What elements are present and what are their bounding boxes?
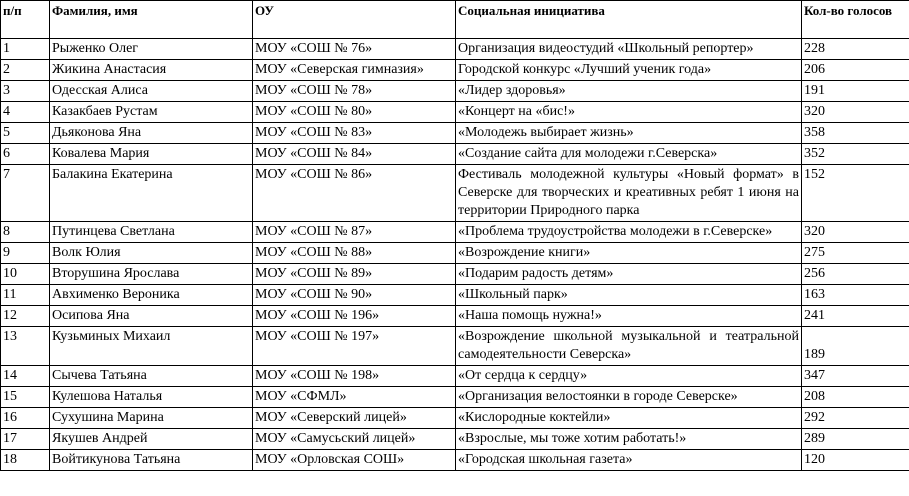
row-num: 15 (1, 387, 50, 408)
row-school: МОУ «СОШ № 87» (253, 222, 456, 243)
row-school: МОУ «СОШ № 198» (253, 366, 456, 387)
row-votes: 241 (802, 306, 909, 327)
row-num: 14 (1, 366, 50, 387)
row-num: 9 (1, 243, 50, 264)
table-row (1, 450, 909, 471)
row-num: 2 (1, 60, 50, 81)
row-votes: 292 (802, 408, 909, 429)
row-initiative: «Наша помощь нужна!» (456, 306, 802, 327)
row-initiative: «Городская школьная газета» (456, 450, 802, 471)
row-name: Путинцева Светлана (50, 222, 253, 243)
table-row (1, 243, 909, 264)
row-name: Кузьминых Михаил (50, 327, 253, 366)
row-votes: 347 (802, 366, 909, 387)
table-row (1, 264, 909, 285)
header-num: п/п (1, 1, 50, 39)
row-num: 13 (1, 327, 50, 366)
row-initiative: «Организация велостоянки в городе Северске» (456, 387, 802, 408)
row-votes: 275 (802, 243, 909, 264)
row-school: МОУ «Самусьский лицей» (253, 429, 456, 450)
row-school: МОУ «Северский лицей» (253, 408, 456, 429)
row-num: 17 (1, 429, 50, 450)
row-num: 12 (1, 306, 50, 327)
row-initiative: Организация видеостудий «Школьный репортер» (456, 39, 802, 60)
row-votes: 208 (802, 387, 909, 408)
table-row (1, 408, 909, 429)
row-school: МОУ «СОШ № 197» (253, 327, 456, 366)
row-votes: 206 (802, 60, 909, 81)
row-initiative: «Подарим радость детям» (456, 264, 802, 285)
row-num: 6 (1, 144, 50, 165)
row-votes: 320 (802, 222, 909, 243)
row-initiative: «Возрождение школьной музыкальной и театральной самодеятельности Северска» (456, 327, 802, 366)
row-name: Войтикунова Татьяна (50, 450, 253, 471)
row-votes: 120 (802, 450, 909, 471)
row-votes: 358 (802, 123, 909, 144)
table-row (1, 327, 909, 366)
row-initiative: Фестиваль молодежной культуры «Новый формат» в Северске для творческих и креативных ребят 1 июня на территории Природного парка (456, 165, 802, 222)
row-num: 3 (1, 81, 50, 102)
table-row (1, 165, 909, 222)
row-votes: 189 (802, 327, 909, 366)
table-row (1, 81, 909, 102)
row-num: 7 (1, 165, 50, 222)
row-initiative: «Создание сайта для молодежи г.Северска» (456, 144, 802, 165)
table-row (1, 222, 909, 243)
row-num: 8 (1, 222, 50, 243)
row-school: МОУ «Орловская СОШ» (253, 450, 456, 471)
table-row (1, 285, 909, 306)
header-school: ОУ (253, 1, 456, 39)
row-votes: 163 (802, 285, 909, 306)
row-school: МОУ «СОШ № 196» (253, 306, 456, 327)
row-num: 4 (1, 102, 50, 123)
row-votes: 289 (802, 429, 909, 450)
row-name: Волк Юлия (50, 243, 253, 264)
header-votes: Кол-во голосов (802, 1, 909, 39)
row-name: Кулешова Наталья (50, 387, 253, 408)
row-num: 11 (1, 285, 50, 306)
row-name: Жикина Анастасия (50, 60, 253, 81)
table-row (1, 366, 909, 387)
row-name: Якушев Андрей (50, 429, 253, 450)
row-name: Сухушина Марина (50, 408, 253, 429)
table-row (1, 39, 909, 60)
table-row (1, 306, 909, 327)
row-initiative: «Молодежь выбирает жизнь» (456, 123, 802, 144)
table-row (1, 429, 909, 450)
table-row (1, 387, 909, 408)
row-school: МОУ «СОШ № 84» (253, 144, 456, 165)
row-name: Ковалева Мария (50, 144, 253, 165)
row-name: Авхименко Вероника (50, 285, 253, 306)
row-school: МОУ «СОШ № 83» (253, 123, 456, 144)
row-votes: 152 (802, 165, 909, 222)
table-row (1, 123, 909, 144)
row-school: МОУ «СОШ № 89» (253, 264, 456, 285)
row-num: 10 (1, 264, 50, 285)
row-school: МОУ «СФМЛ» (253, 387, 456, 408)
header-name: Фамилия, имя (50, 1, 253, 39)
row-num: 16 (1, 408, 50, 429)
row-num: 5 (1, 123, 50, 144)
row-name: Казакбаев Рустам (50, 102, 253, 123)
row-votes: 191 (802, 81, 909, 102)
row-initiative: «Возрождение книги» (456, 243, 802, 264)
row-school: МОУ «СОШ № 88» (253, 243, 456, 264)
row-school: МОУ «СОШ № 80» (253, 102, 456, 123)
table-header-row (1, 1, 909, 39)
row-name: Балакина Екатерина (50, 165, 253, 222)
header-initiative: Социальная инициатива (456, 1, 802, 39)
row-initiative: «Лидер здоровья» (456, 81, 802, 102)
row-school: МОУ «СОШ № 78» (253, 81, 456, 102)
row-initiative: «Взрослые, мы тоже хотим работать!» (456, 429, 802, 450)
row-school: МОУ «СОШ № 86» (253, 165, 456, 222)
row-name: Рыженко Олег (50, 39, 253, 60)
row-num: 1 (1, 39, 50, 60)
row-initiative: «Проблема трудоустройства молодежи в г.Северске» (456, 222, 802, 243)
row-initiative: Городской конкурс «Лучший ученик года» (456, 60, 802, 81)
row-initiative: «Концерт на «бис!» (456, 102, 802, 123)
row-votes: 320 (802, 102, 909, 123)
row-school: МОУ «СОШ № 90» (253, 285, 456, 306)
row-initiative: «Школьный парк» (456, 285, 802, 306)
row-name: Вторушина Ярослава (50, 264, 253, 285)
row-name: Сычева Татьяна (50, 366, 253, 387)
row-initiative: «От сердца к сердцу» (456, 366, 802, 387)
row-num: 18 (1, 450, 50, 471)
row-votes: 256 (802, 264, 909, 285)
row-name: Осипова Яна (50, 306, 253, 327)
row-name: Дьяконова Яна (50, 123, 253, 144)
table-row (1, 60, 909, 81)
row-votes: 352 (802, 144, 909, 165)
row-school: МОУ «СОШ № 76» (253, 39, 456, 60)
row-votes: 228 (802, 39, 909, 60)
table-row (1, 102, 909, 123)
row-name: Одесская Алиса (50, 81, 253, 102)
table-row (1, 144, 909, 165)
row-school: МОУ «Северская гимназия» (253, 60, 456, 81)
row-initiative: «Кислородные коктейли» (456, 408, 802, 429)
